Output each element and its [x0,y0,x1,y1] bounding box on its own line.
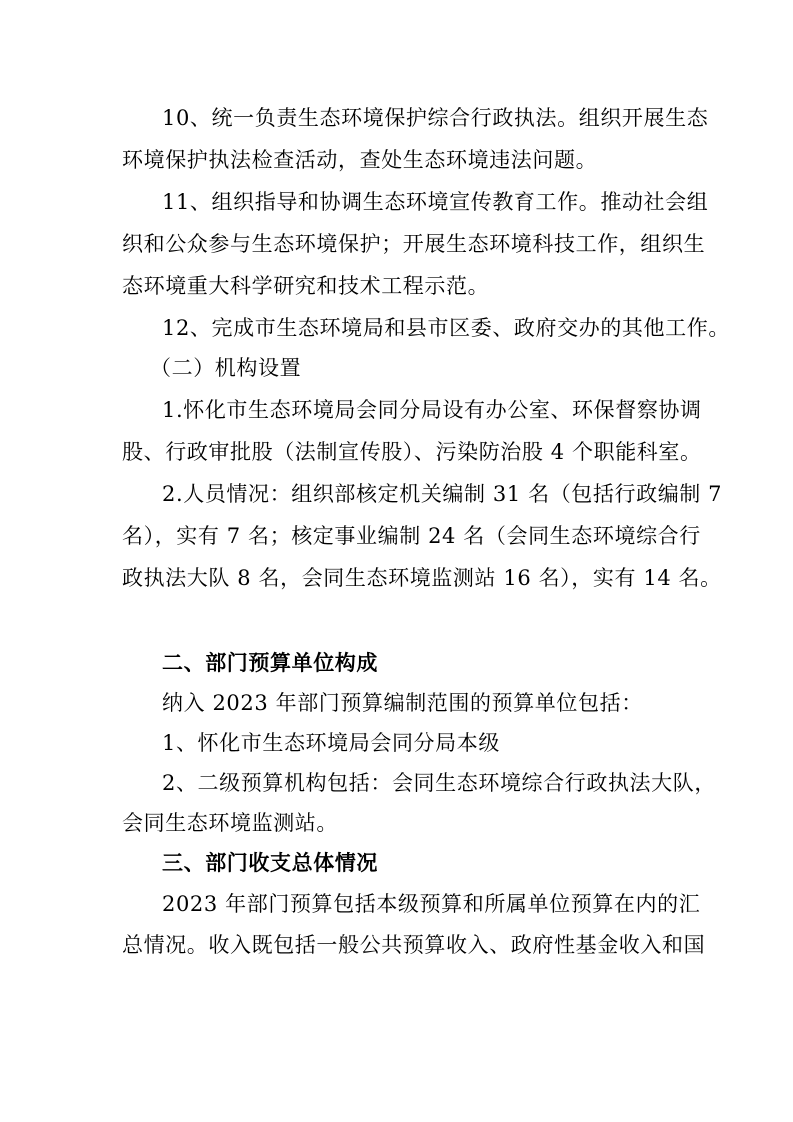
paragraph-line: 1.怀化市生态环境局会同分局设有办公室、环保督察协调 [162,398,702,422]
paragraph-line: 11、组织指导和协调生态环境宣传教育工作。推动社会组 [162,190,709,214]
paragraph-line: 12、完成市生态环境局和县市区委、政府交办的其他工作。 [162,316,730,340]
paragraph-line: 环境保护执法检查活动，查处生态环境违法问题。 [122,148,598,172]
list-item: 2、二级预算机构包括：会同生态环境综合行政执法大队， [162,771,716,795]
paragraph-line: 会同生态环境监测站。 [122,811,338,835]
paragraph-line: 态环境重大科学研究和技术工程示范。 [122,274,490,298]
section-subheading: （二）机构设置 [150,356,302,380]
section-heading: 三、部门收支总体情况 [162,850,378,875]
paragraph-line: 织和公众参与生态环境保护；开展生态环境科技工作，组织生 [122,232,706,256]
paragraph-line: 2023 年部门预算包括本级预算和所属单位预算在内的汇 [162,892,701,916]
paragraph-line: 纳入 2023 年部门预算编制范围的预算单位包括： [162,691,643,715]
paragraph-line: 政执法大队 8 名，会同生态环境监测站 16 名），实有 14 名。 [122,566,722,590]
paragraph-line: 总情况。收入既包括一般公共预算收入、政府性基金收入和国 [122,933,706,957]
section-heading: 二、部门预算单位构成 [162,650,378,675]
paragraph-line: 10、统一负责生态环境保护综合行政执法。组织开展生态 [162,106,709,130]
paragraph-line: 股、行政审批股（法制宣传股）、污染防治股 4 个职能科室。 [122,440,702,464]
paragraph-line: 2.人员情况：组织部核定机关编制 31 名（包括行政编制 7 [162,482,723,506]
list-item: 1、怀化市生态环境局会同分局本级 [162,731,500,755]
paragraph-line: 名），实有 7 名；核定事业编制 24 名（会同生态环境综合行 [122,524,701,548]
